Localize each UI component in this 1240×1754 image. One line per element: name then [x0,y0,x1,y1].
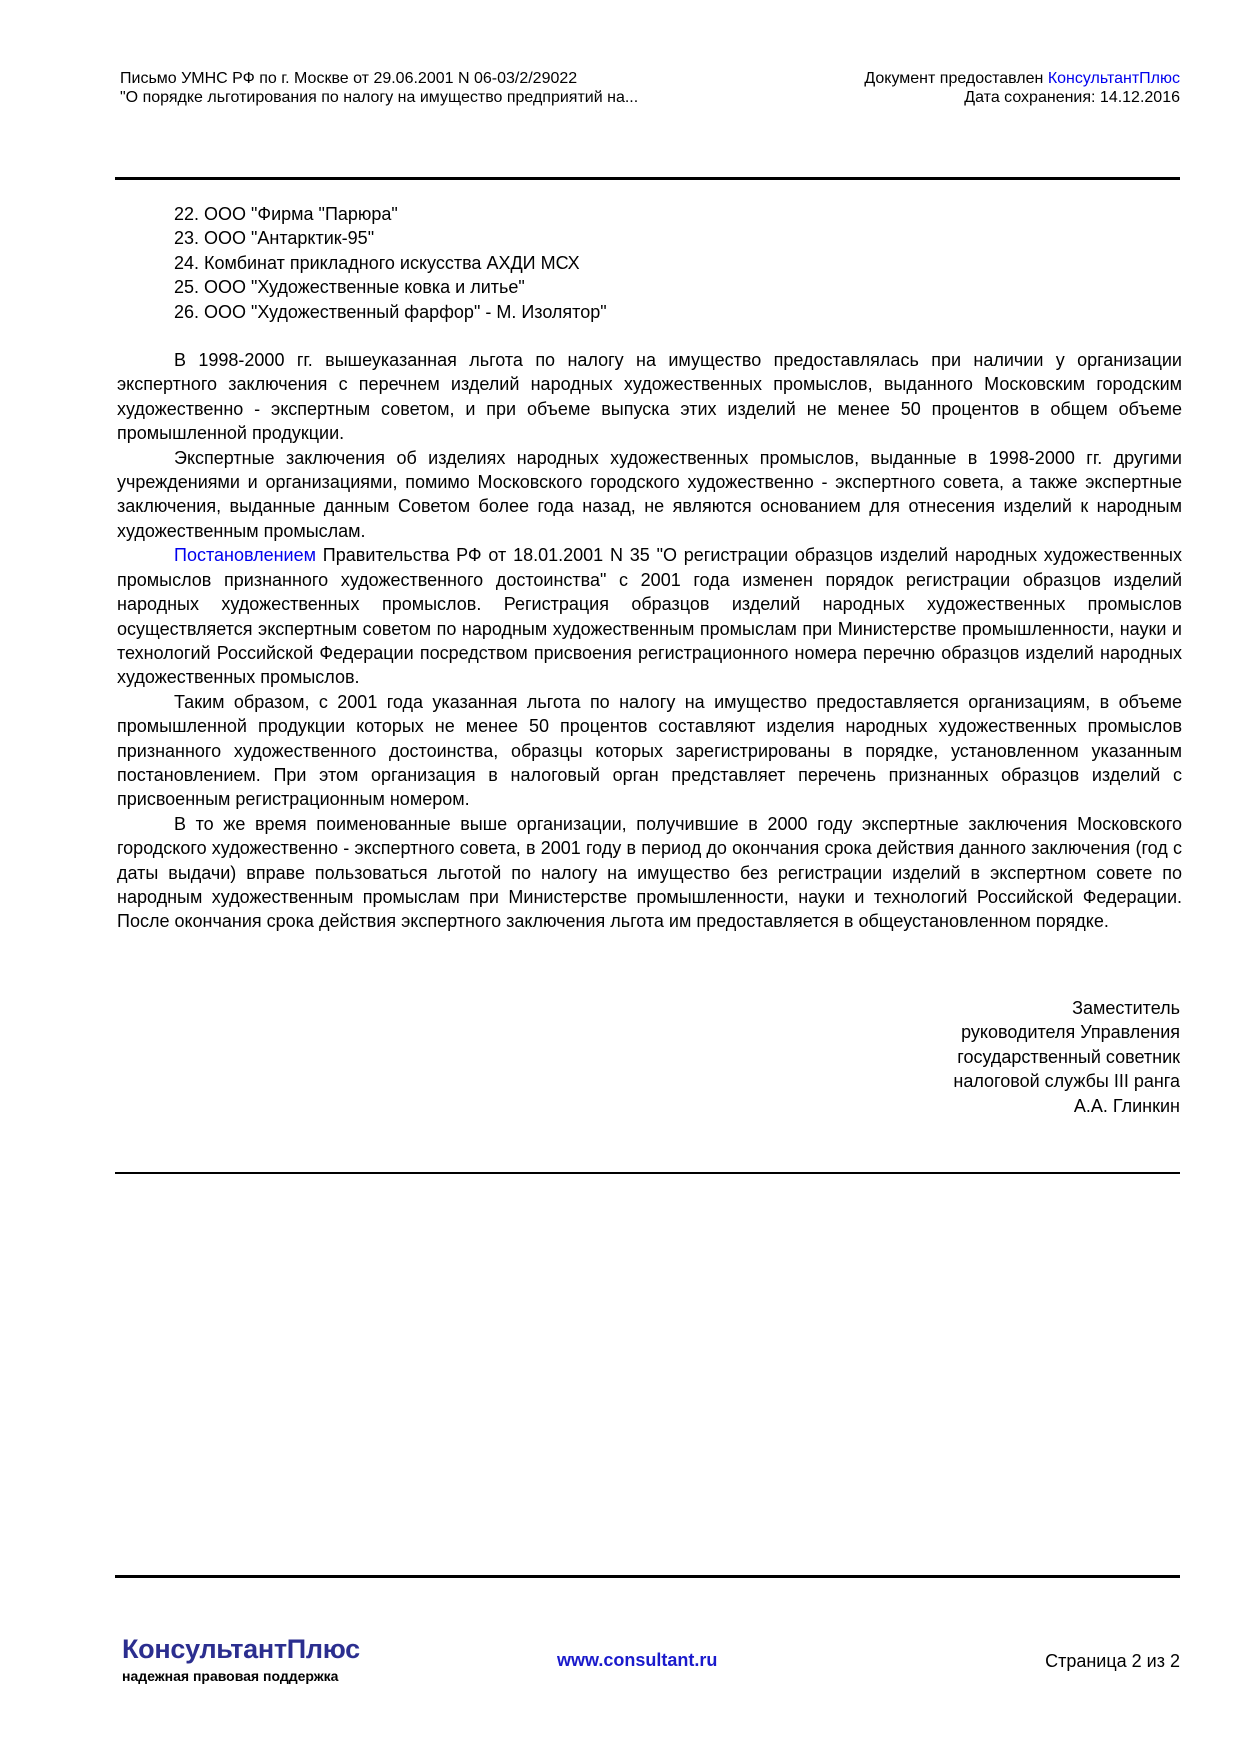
document-header-title [120,69,638,107]
signature-line: руководителя Управления [961,1022,1180,1043]
signature-line: Заместитель [1072,998,1180,1018]
save-date: Дата сохранения: 14.12.2016 [964,89,1180,106]
paragraph: В то же время поименованные выше организации, получившие в 2000 году экспертные заключения Московского городского художественно - экспертного совета, в 2001 году в период до окончания срока действия данного заключения (год с даты выдачи) вправе пользоваться льготой по налогу на имущество без регистрации изделий в экспертном совете по народным художественным промыслам при Министерстве промышленности, науки и технологий Российской Федерации. После окончания срока действия экспертного заключения льгота им предоставляется в общеустановленном порядке. [117,813,1182,932]
signature-line: налоговой службы III ранга [953,1071,1180,1092]
list-item: 25. ООО "Художественные ковка и литье" [174,277,525,298]
document-header-meta [864,69,1180,107]
header-divider [115,177,1180,180]
page-number: Страница 2 из 2 [1045,1651,1180,1671]
signature-line: государственный советник [957,1046,1180,1067]
signatory-name: А.А. Глинкин [1073,1095,1180,1116]
list-item: 23. ООО "Антарктик-95" [174,228,375,249]
body-end-divider [115,1172,1180,1174]
footer-tagline: надежная правовая поддержка [122,1668,339,1684]
footer-divider [115,1575,1180,1578]
resolution-link[interactable]: Постановлением [174,545,316,566]
doc-title-line1: Письмо УМНС РФ по г. Москве от 29.06.2001 N 06-03/2/29022 [120,70,578,87]
list-item: 24. Комбинат прикладного искусства АХДИ МСХ [174,252,580,273]
provided-by-label: Документ предоставлен [864,70,1048,87]
doc-title-line2: "О порядке льготирования по налогу на имущество предприятий на... [120,89,639,106]
paragraph: Таким образом, с 2001 года указанная льгота по налогу на имущество предоставляется организациям, в объеме промышленной продукции которых не менее 50 процентов составляют изделия народных художественных промыслов признанного художественного достоинства, образцы которых зарегистрированы в порядке, установленном указанным постановлением. При этом организация в налоговый орган представляет перечень признанных образцов изделий с присвоенным регистрационным номером. [117,691,1182,810]
paragraph [117,543,1182,689]
list-item: 26. ООО "Художественный фарфор" - М. Изолятор" [174,301,607,322]
footer-brand-logo: КонсультантПлюс [122,1634,360,1664]
consultant-plus-link[interactable]: КонсультантПлюс [1047,70,1180,87]
paragraph: В 1998-2000 гг. вышеуказанная льгота по налогу на имущество предоставлялась при наличии у организации экспертного заключения с перечнем изделий народных художественных промыслов, выданного Московским городским художественно - экспертным советом, и при объеме выпуска этих изделий не менее 50 процентов в общем объеме промышленной продукции. [117,350,1182,444]
list-item: 22. ООО "Фирма "Парюра" [174,204,398,224]
organization-list [174,202,1182,324]
paragraph: Экспертные заключения об изделиях народных художественных промыслов, выданные в 1998-2000 гг. другими учреждениями и организациями, помимо Московского городского художественно - экспертного совета, а также экспертные заключения, выданные данным Советом более года назад, не являются основанием для отнесения изделий к народным художественным промыслам. [117,447,1182,541]
paragraph-text: Правительства РФ от 18.01.2001 N 35 "О регистрации образцов изделий народных художественных промыслов признанного художественного достоинства" с 2001 года изменен порядок регистрации образцов изделий народных художественных промыслов. Регистрация образцов изделий народных художественных промыслов осуществляется экспертным советом по народным художественным промыслам при Министерстве промышленности, науки и технологий Российской Федерации посредством присвоения регистрационного номера перечню образцов изделий народных художественных промыслов. [117,545,1182,688]
document-body [117,202,1182,934]
signature-block [953,996,1180,1118]
footer-website-link[interactable]: www.consultant.ru [557,1650,718,1670]
